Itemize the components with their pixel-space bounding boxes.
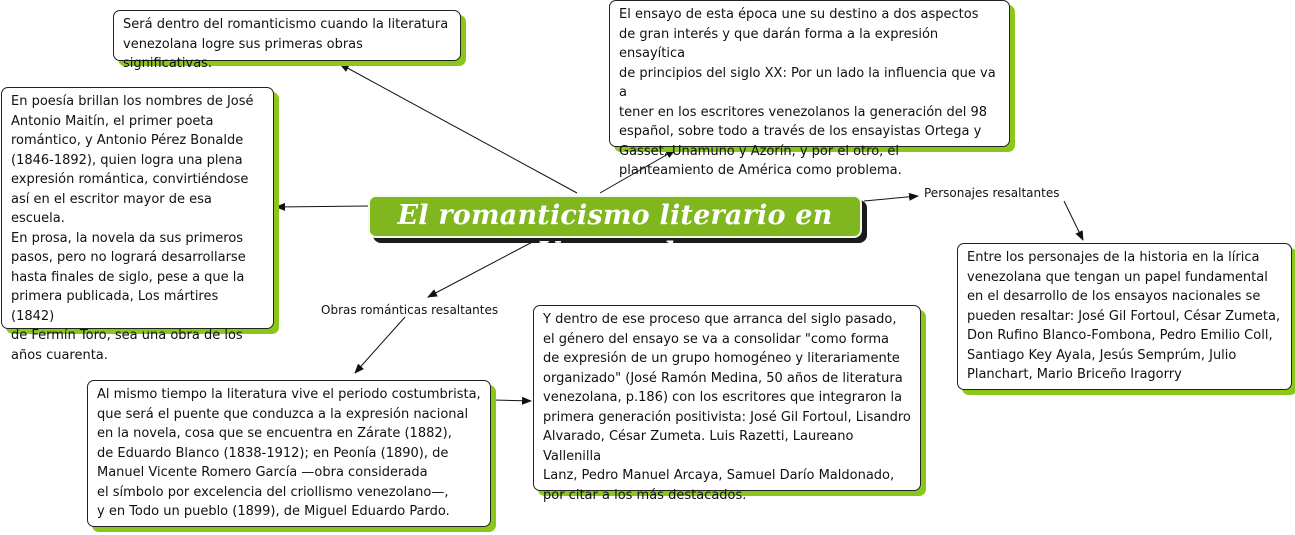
top-left-node: Será dentro del romanticismo cuando la literatura venezolana logre sus primeras obras significativas.	[113, 10, 461, 61]
central-topic: El romanticismo literario en Venezuela	[368, 195, 862, 238]
bottom-left-node: Al mismo tiempo la literatura vive el periodo costumbrista, que será el puente que conduzca a la expresión nacional en la novela, cosa que se encuentra en Zárate (1882), de Eduardo Blanco (1838-1912); en Peonía (1890), de Manuel Vicente Romero García —obra considerada el símbolo por excelencia del criollismo venezolano—, y en Todo un pueblo (1899), de Miguel Eduardo Pardo.	[87, 380, 491, 527]
right-node: Entre los personajes de la historia en la lírica venezolana que tengan un papel fundamental en el desarrollo de los ensayos nacionales se pueden resaltar: José Gil Fortoul, César Zumeta, Don Rufino Blanco-Fombona, Pedro Emilio Coll, Santiago Key Ayala, Jesús Semprúm, Julio Planchart, Mario Briceño Iragorry	[957, 243, 1292, 390]
connector-to-top-left	[340, 64, 577, 193]
obras-label: Obras románticas resaltantes	[321, 303, 499, 317]
connector-personajes-to-right	[1064, 201, 1083, 240]
connector-bottom-left-to-bottom-middle	[493, 400, 531, 401]
connector-to-left	[276, 206, 368, 207]
top-right-node: El ensayo de esta época une su destino a dos aspectos de gran interés y que darán forma a la expresión ensayítica de principios del siglo XX: Por un lado la influencia que va a tener en los escritores venezolanos la generación del 98 español, sobre todo a través de los ensayistas Ortega y Gasset, Unamuno y Azorín, y por el otro, el planteamiento de América como problema.	[609, 0, 1010, 147]
left-node: En poesía brillan los nombres de José Antonio Maitín, el primer poeta romántico, y Antonio Pérez Bonalde (1846-1892), quien logra una plena expresión romántica, convirtiéndose así en el escritor mayor de esa escuela. En prosa, la novela da sus primeros pasos, pero no logrará desarrollarse hasta finales de siglo, pese a que la primera publicada, Los mártires (1842) de Fermín Toro, sea una obra de los años cuarenta.	[1, 87, 274, 329]
bottom-middle-node: Y dentro de ese proceso que arranca del siglo pasado, el género del ensayo se va a consolidar "como forma de expresión de un grupo homogéneo y literariamente organizado" (José Ramón Medina, 50 años de literatura venezolana, p.186) con los escritores que integraron la primera generación positivista: José Gil Fortoul, Lisandro Alvarado, César Zumeta. Luis Razetti, Laureano Vallenilla Lanz, Pedro Manuel Arcaya, Samuel Darío Maldonado, por citar a los más destacados.	[533, 305, 921, 491]
connector-to-personajes-label	[864, 196, 918, 201]
personajes-label: Personajes resaltantes	[924, 186, 1060, 200]
connector-to-obras-label	[428, 238, 540, 297]
connector-obras-to-bottom-left	[355, 317, 405, 373]
